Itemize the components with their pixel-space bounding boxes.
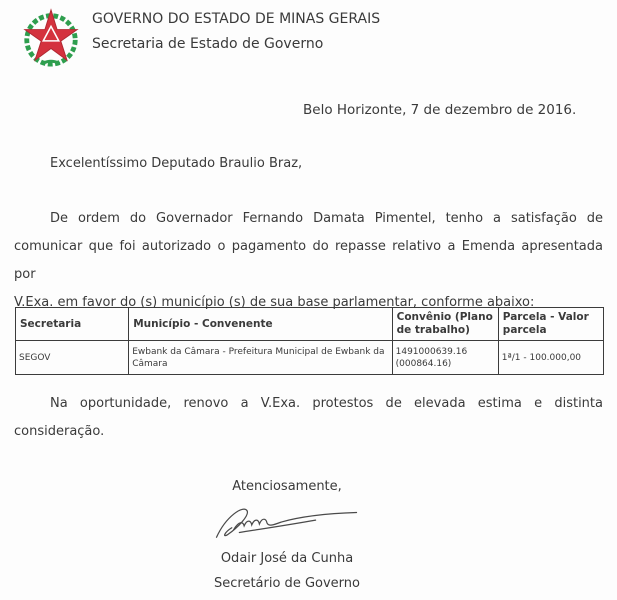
signatory-title: Secretário de Governo (214, 576, 360, 591)
paragraph-line: V.Exa. em favor do (s) município (s) de sua base parlamentar, conforme abaixo: (14, 295, 535, 310)
letterhead (92, 7, 380, 57)
paragraph-line: consideração. (14, 424, 105, 439)
column-header-parcela: Parcela - Valor parcela (498, 308, 603, 341)
cell-convenio: 1491000639.16 (000864.16) (392, 341, 498, 375)
column-header-convenio: Convênio (Plano de trabalho) (392, 308, 498, 341)
salutation: Excelentíssimo Deputado Braulio Braz, (50, 156, 303, 171)
column-header-municipio-convenente: Município - Convenente (129, 308, 392, 341)
cell-parcela: 1ª/1 - 100.000,00 (498, 341, 603, 375)
body-paragraph-2 (14, 390, 603, 446)
paragraph-line: comunicar que foi autorizado o pagamento do repasse relativo a Emenda apresentada por (14, 239, 603, 282)
cell-municipio-convenente: Ewbank da Câmara - Prefeitura Municipal de Ewbank da Câmara (129, 341, 392, 375)
paragraph-line: De ordem do Governador Fernando Damata Pimentel, tenho a satisfação de (50, 211, 603, 226)
body-paragraph-1 (14, 205, 603, 317)
paragraph-line: Na oportunidade, renovo a V.Exa. protestos de elevada estima e distinta (50, 396, 603, 411)
org-department: Secretaria de Estado de Governo (92, 36, 324, 52)
minas-gerais-coat-of-arms-icon (20, 6, 82, 68)
signatory-name: Odair José da Cunha (220, 551, 354, 566)
column-header-secretaria: Secretaria (16, 308, 129, 341)
org-name: GOVERNO DO ESTADO DE MINAS GERAIS (92, 11, 381, 27)
table-header-row (16, 308, 604, 341)
signature-block (167, 477, 407, 594)
date-line: Belo Horizonte, 7 de dezembro de 2016. (303, 102, 577, 118)
payments-table (15, 307, 604, 375)
handwritten-signature-image (208, 503, 366, 543)
table-row (16, 341, 604, 375)
cell-secretaria: SEGOV (16, 341, 129, 375)
closing-salutation: Atenciosamente, (232, 479, 342, 494)
